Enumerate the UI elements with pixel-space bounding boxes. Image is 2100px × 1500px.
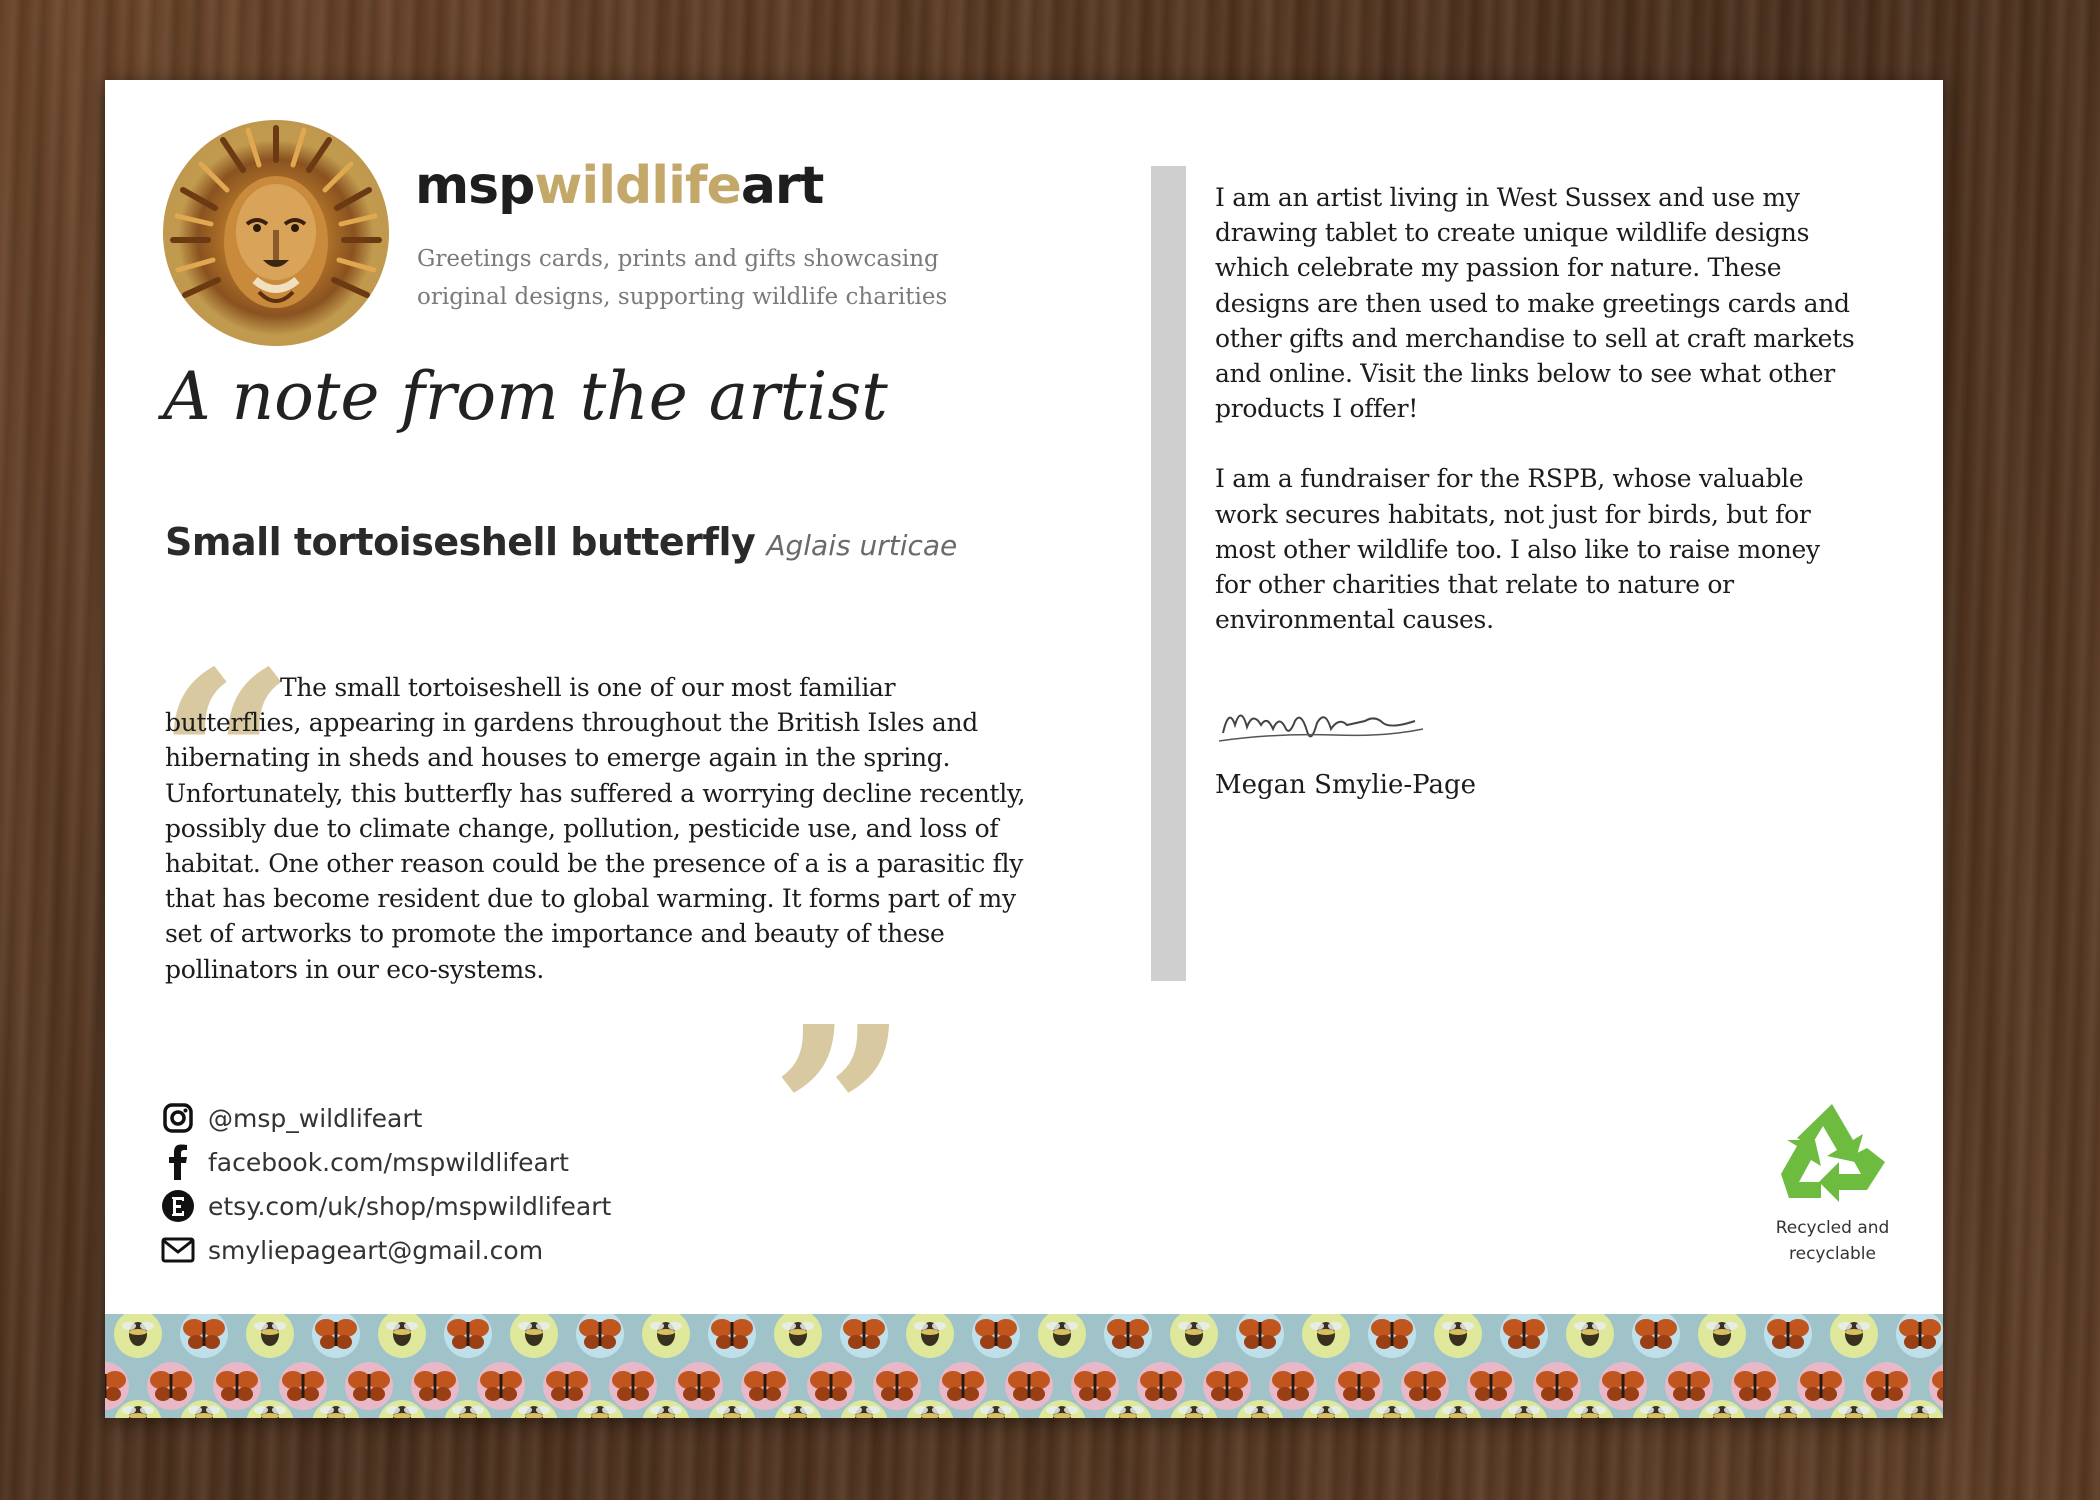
- brand-part-wildlife: wildlife: [534, 156, 741, 216]
- tagline: Greetings cards, prints and gifts showcasing original designs, supporting wildlife charities: [417, 246, 948, 310]
- about-paragraph-1: I am an artist living in West Sussex and use my drawing tablet to create unique wildlife designs which celebrate my passion for nature. These designs are then used to make greetings cards and other gifts and merchandise to sell at craft markets and online. Visit the links below to see what other products I offer!: [1215, 183, 1855, 424]
- recycle-icon: [1775, 1100, 1890, 1205]
- close-quote-icon: ”: [770, 974, 909, 1256]
- signer-name: Megan Smylie-Page: [1215, 770, 1476, 800]
- note-heading: A note from the artist: [163, 358, 888, 435]
- contact-instagram[interactable]: [160, 1098, 422, 1138]
- email-icon: [160, 1232, 196, 1268]
- contact-facebook[interactable]: [160, 1142, 569, 1182]
- butterfly-pattern-border: [105, 1314, 1943, 1418]
- about-paragraph-2: I am a fundraiser for the RSPB, whose valuable work secures habitats, not just for birds, but for most other wildlife too. I also like to raise money for other charities that relate to nature or environmental causes.: [1215, 464, 1820, 635]
- contact-email[interactable]: [160, 1230, 543, 1270]
- brand-name: [415, 156, 823, 216]
- column-divider: [1151, 166, 1186, 981]
- species-common-name: Small tortoiseshell butterfly: [165, 520, 756, 564]
- instagram-icon: [160, 1100, 196, 1136]
- species-title: [165, 520, 957, 564]
- signature-image: [1215, 685, 1430, 755]
- open-quote-icon: “: [157, 619, 296, 901]
- brand-part-msp: msp: [415, 156, 535, 216]
- email-address[interactable]: smyliepageart@gmail.com: [208, 1235, 544, 1265]
- recycle-label: Recycled and recyclable: [1775, 1218, 1890, 1264]
- facebook-link[interactable]: facebook.com/mspwildlifeart: [208, 1147, 569, 1177]
- etsy-icon: [160, 1188, 196, 1224]
- contact-etsy[interactable]: [160, 1186, 611, 1226]
- instagram-handle[interactable]: @msp_wildlifeart: [208, 1103, 423, 1133]
- postcard: [105, 80, 1943, 1418]
- butterfly-description: The small tortoiseshell is one of our most familiar butterflies, appearing in gardens throughout the British Isles and hibernating in sheds and houses to emerge again in the spring. Unfortunately, this butterfly has suffered a worrying decline recently, possibly due to climate change, pollution, pesticide use, and loss of habitat. One other reason could be the presence of a is a parasitic fly that has become resident due to global warming. It forms part of my set of artworks to promote the importance and beauty of these pollinators in our eco-systems.: [165, 673, 1026, 984]
- brand-part-art: art: [740, 156, 824, 216]
- species-latin-name: Aglais urticae: [766, 529, 958, 562]
- etsy-link[interactable]: etsy.com/uk/shop/mspwildlifeart: [208, 1191, 612, 1221]
- artist-about: [1215, 180, 1855, 672]
- lion-logo: [163, 120, 389, 346]
- facebook-icon: [160, 1144, 196, 1180]
